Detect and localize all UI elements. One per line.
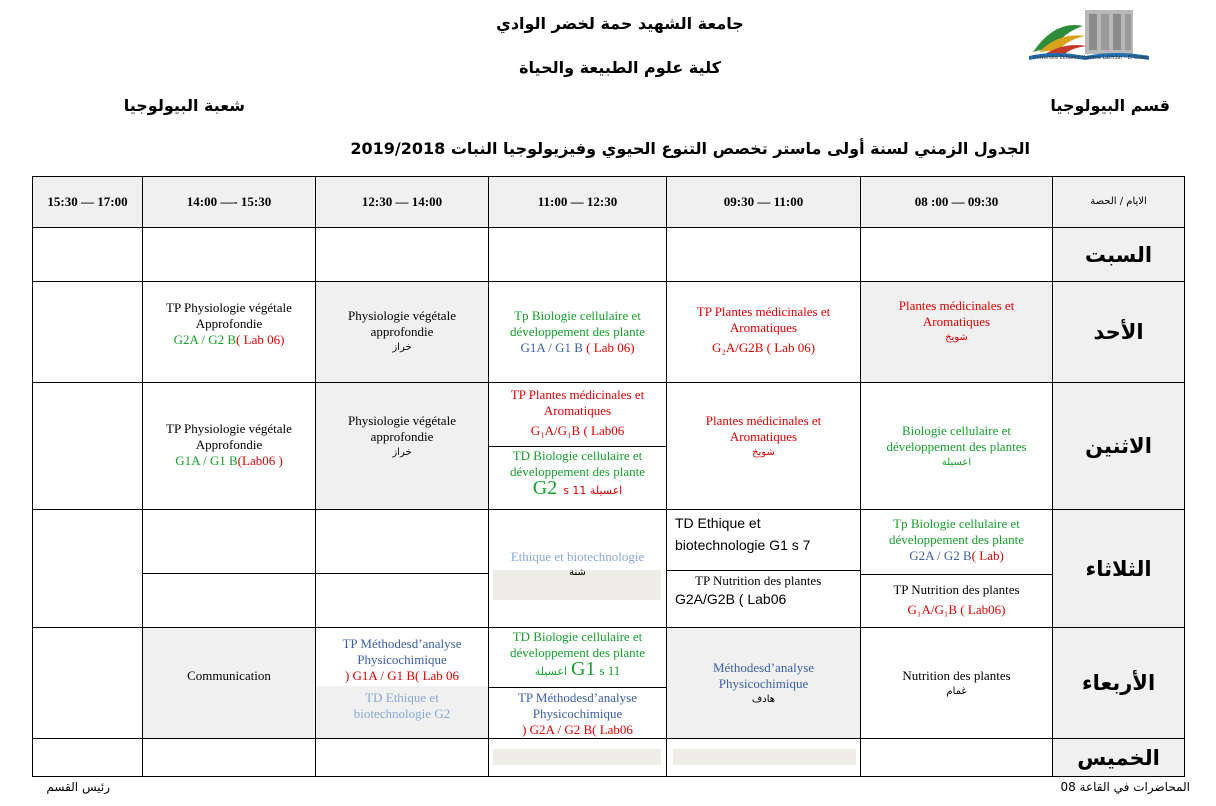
course-title-cont: biotechnologie G1 s 7 (675, 537, 811, 553)
monday-slot3a (489, 383, 666, 446)
sunday-slot5 (143, 282, 315, 382)
course-title: Tp Biologie cellulaire et (514, 308, 641, 323)
course-title-cont: développement des plante (509, 324, 645, 339)
course-title: Communication (187, 668, 271, 683)
tuesday-slot3 (489, 545, 666, 585)
course-title-cont: Approfondie (195, 437, 263, 452)
wednesday-slot3b (489, 688, 666, 738)
course-title-cont: Approfondie (195, 316, 263, 331)
teacher-name: شويخ (945, 332, 968, 343)
teacher-name: خراز (392, 447, 412, 458)
course-title: Biologie cellulaire et (901, 423, 1011, 438)
group-info: G2A / G2 B (909, 548, 972, 563)
group-info: G₁A/G₁B ( Lab06 (530, 423, 625, 438)
course-title: TP Plantes médicinales et (696, 304, 831, 319)
teacher-room: اعسيلة s 11 (563, 484, 623, 497)
course-title-cont: Aromatiques (729, 429, 798, 444)
course-title: TP Nutrition des plantes (893, 582, 1020, 597)
course-title: TP Méthodesd’analyse (517, 690, 638, 705)
slot-header-4: 12:30 — 14:00 (361, 194, 443, 209)
course-title: TP Nutrition des plantes (695, 573, 822, 588)
lab-info: ( Lab) (971, 548, 1004, 563)
logo-caption: Université Echahid Hamma Lakhdar - El Oued (1032, 55, 1148, 61)
group-info: G1A / G1 B (520, 340, 583, 355)
sunday-slot2 (667, 282, 860, 382)
day-monday: الاثنين (1085, 434, 1152, 458)
group-info: G2 (532, 477, 558, 499)
teacher-name: اعسيلة (941, 457, 972, 468)
monday-slot4 (316, 383, 488, 509)
course-title-cont: Aromatiques (729, 320, 798, 335)
monday-slot3b (489, 447, 666, 509)
faculty-name: كلية علوم الطبيعة والحياة (519, 58, 721, 77)
course-title-cont: développement des plante (888, 532, 1024, 547)
room-info: s 11 (599, 663, 621, 678)
group-info: G₁A/G₁B ( Lab06) (907, 602, 1006, 617)
slot-header-2: 09:30 — 11:00 (723, 194, 804, 209)
course-title: Physiologie végétale (348, 413, 456, 428)
wednesday-slot4a (316, 628, 488, 686)
sunday-slot3 (489, 282, 666, 382)
lab-info: ( Lab 06) (236, 332, 285, 347)
course-title: TD Biologie cellulaire et (512, 448, 643, 463)
slot-header-5: 14:00 —- 15:30 (186, 194, 272, 209)
teacher-name: هادف (751, 694, 776, 705)
tuesday-slot1a (861, 510, 1052, 574)
group-info: G1A / G1 B (175, 453, 238, 468)
course-title-cont: approfondie (370, 324, 434, 339)
monday-slot1 (861, 383, 1052, 509)
course-title-cont: développement des plante (509, 464, 645, 479)
teacher-name: خراز (392, 342, 412, 353)
course-title: TP Physiologie végétale (166, 421, 292, 436)
page-title: الجدول الزمني لسنة أولى ماستر تخصص التنوع الحيوي وفيزيولوجيا النبات 2019/2018 (350, 139, 1030, 158)
course-title: Plantes médicinales et (898, 298, 1015, 313)
day-sunday: الأحد (1093, 320, 1144, 344)
course-title-cont: Aromatiques (543, 403, 612, 418)
group-info: G₂A/G2B ( Lab 06) (711, 340, 816, 355)
monday-slot2 (667, 383, 860, 509)
day-thursday: الخميس (1077, 745, 1160, 770)
course-title-cont: approfondie (370, 429, 434, 444)
day-tuesday: الثلاثاء (1085, 556, 1152, 581)
wednesday-slot5 (143, 628, 315, 724)
course-title: Ethique et biotechnologie (510, 549, 645, 564)
course-title: TP Physiologie végétale (166, 300, 292, 315)
corner-label: الايام / الحصة (1090, 196, 1147, 207)
monday-slot5 (143, 383, 315, 509)
teacher-name: اعسيلة (534, 665, 567, 678)
thursday-bar-1 (493, 749, 661, 765)
course-title-cont: développement des plantes (886, 439, 1027, 454)
slot-header-6: 15:30 — 17:00 (47, 194, 128, 209)
group-info: G1 (571, 658, 596, 680)
group-info: ) G2A / G2 B( Lab06 (522, 722, 633, 737)
sunday-slot1 (861, 282, 1052, 382)
course-title-cont: Physicochimique (532, 706, 623, 721)
teacher-name: غمام (946, 686, 967, 697)
course-title-cont: Aromatiques (922, 314, 991, 329)
lab-info: (Lab06 ) (237, 453, 283, 468)
branch-name: شعبة البيولوجيا (123, 96, 245, 115)
course-title-cont: Physicochimique (357, 652, 447, 667)
course-title: Nutrition des plantes (902, 668, 1011, 683)
sunday-slot4 (316, 282, 488, 382)
course-title-cont: biotechnologie G2 (353, 706, 451, 721)
wednesday-slot3a (489, 628, 666, 687)
course-title: Tp Biologie cellulaire et (893, 516, 1020, 531)
wednesday-slot1 (861, 628, 1052, 738)
teacher-name: شويخ (752, 447, 775, 458)
group-info: G2A / G2 B (173, 332, 237, 347)
group-info: G2A/G2B ( Lab06 (675, 591, 787, 607)
course-title: TP Méthodesd’analyse (342, 636, 462, 651)
tuesday-slot1b (861, 575, 1052, 627)
thursday-bar-2 (673, 749, 856, 765)
course-title: Physiologie végétale (348, 308, 456, 323)
teacher-name: شنة (569, 567, 586, 578)
lecture-room-note: المحاضرات في القاعة 08 (1060, 780, 1190, 794)
day-wednesday: الأربعاء (1081, 671, 1156, 695)
wednesday-slot4b (316, 687, 488, 738)
head-of-department-label: رئيس القسم (46, 780, 110, 794)
lab-info: ( Lab 06) (586, 340, 635, 355)
department-name: قسم البيولوجيا (1050, 96, 1170, 115)
tuesday-slot2a (675, 510, 860, 570)
university-name: جامعة الشهيد حمة لخضر الوادي (496, 14, 744, 33)
course-title: TD Ethique et (675, 515, 761, 531)
wednesday-slot2 (667, 628, 860, 738)
slot-header-3: 11:00 — 12:30 (537, 194, 618, 209)
course-title: TD Biologie cellulaire et (512, 629, 643, 644)
course-title-cont: développement des plante (509, 645, 645, 660)
course-title: TP Plantes médicinales et (510, 387, 645, 402)
course-title-cont: Physicochimique (718, 676, 809, 691)
slot-header-1: 08 :00 — 09:30 (914, 194, 999, 209)
course-title: Méthodesd’analyse (712, 660, 815, 675)
group-info: ) G1A / G1 B( Lab 06 (344, 668, 460, 683)
tuesday-slot2b (675, 571, 860, 627)
course-title: TD Ethique et (365, 690, 439, 705)
day-saturday: السبت (1084, 242, 1153, 267)
course-title: Plantes médicinales et (705, 413, 822, 428)
